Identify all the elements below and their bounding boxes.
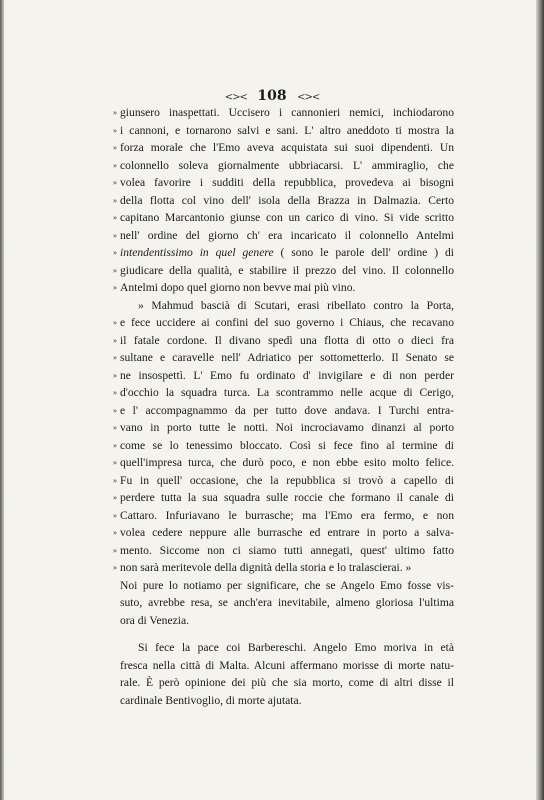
italic-phrase: intendentissimo in quel genere — [120, 246, 274, 259]
line-text: ne insospettì. L' Emo fu ordinato d' invigilare e di non perder — [120, 368, 454, 382]
line-text: mento. Siccome non ci siamo tutti annegati, quest' ultimo fatto — [120, 543, 454, 557]
text-line — [113, 454, 454, 472]
ornament-left-icon: <>< — [224, 92, 247, 103]
text-line — [113, 157, 454, 175]
body-text — [113, 104, 454, 709]
quote-mark: » — [113, 475, 117, 485]
line-text: forza morale che l'Emo aveva acquistata sui suoi dipendenti. Un — [120, 141, 454, 154]
quote-mark: » — [113, 353, 117, 362]
text-line — [113, 262, 454, 280]
line-text: come se lo tenessimo bloccato. Così si fece fino al termine di — [120, 438, 454, 452]
line-text: volea cedere neppure alle burrasche ed entrare in porto a salva- — [120, 526, 454, 539]
text-line — [113, 367, 454, 385]
line-text: Fu in quell' occasione, che la repubblica si trovò a capello di — [120, 473, 454, 487]
text-line — [120, 692, 454, 710]
text-line — [120, 612, 454, 630]
line-text: Noi pure lo notiamo per significare, che se Angelo Emo fosse vis- — [120, 578, 454, 592]
quote-mark: » — [113, 265, 117, 275]
text-line — [113, 122, 454, 140]
line-text: e l' accompagnammo da per tutto dove andava. I Turchi entra- — [120, 403, 454, 417]
page-number: 108 — [257, 88, 287, 104]
line-text: vano in porto tutte le notti. Noi incrociavamo dinanzi al porto — [120, 421, 454, 434]
text-line — [113, 332, 454, 350]
quote-mark: » — [113, 510, 117, 520]
quote-mark: » — [113, 125, 117, 135]
text-line — [120, 594, 454, 612]
quote-mark: » — [113, 493, 117, 502]
text-line — [113, 279, 454, 297]
text-line — [120, 297, 454, 315]
text-line — [113, 209, 454, 227]
quote-mark: » — [113, 318, 117, 327]
paragraph-gap — [120, 629, 454, 639]
page-right-edge-shadow — [536, 0, 544, 800]
line-text: d'occhio la squadra turca. La scontrammo nelle acque di Cerigo, — [120, 386, 454, 399]
line-text: ora di Venezia. — [120, 613, 189, 627]
page-left-edge-shadow — [0, 0, 4, 800]
quote-mark: » — [113, 388, 117, 397]
text-line — [113, 472, 454, 490]
line-text: suto, avrebbe resa, se anch'era inevitabile, almeno gloriosa l'ultima — [120, 596, 454, 609]
text-line — [113, 227, 454, 245]
quote-mark: » — [113, 195, 117, 205]
text-line — [113, 192, 454, 210]
line-text: » Mahmud bascià di Scutari, erasi ribellato contro la Porta, — [138, 298, 454, 312]
line-text: Antelmi dopo quel giorno non bevve mai più vino. — [120, 281, 356, 294]
quote-mark: » — [113, 423, 117, 432]
quote-mark: » — [113, 563, 117, 572]
line-text: ( sono le parole dell' ordine ) di — [273, 246, 454, 259]
line-text: volea favorire i sudditi della repubblica, provedeva ai bisogni — [120, 176, 454, 189]
text-line — [120, 657, 454, 675]
line-text: cardinale Bentivoglio, di morte ajutata. — [120, 693, 302, 707]
text-line — [113, 489, 454, 507]
quote-mark: » — [113, 528, 117, 537]
text-line — [113, 402, 454, 420]
line-text: il fatale cordone. Il divano spedì una flotta di otto o dieci fra — [120, 333, 454, 347]
text-line — [113, 419, 454, 437]
text-line — [113, 524, 454, 542]
ornament-right-icon: <>< — [297, 92, 320, 103]
line-text: Si fece la pace coi Barbereschi. Angelo Emo moriva in età — [138, 641, 454, 654]
text-line — [113, 174, 454, 192]
text-line — [113, 559, 454, 577]
text-line — [113, 104, 454, 122]
line-text: e fece uccidere ai confini del suo governo i Chiaus, che recavano — [120, 316, 454, 329]
quote-mark: » — [113, 160, 117, 170]
line-text: nell' ordine del giorno ch' era incaricato il colonnello Antelmi — [120, 228, 454, 242]
line-text: i cannoni, e tornarono salvi e sani. L' altro aneddoto ti mostra la — [120, 123, 454, 137]
quote-mark: » — [113, 458, 117, 467]
text-line — [113, 244, 454, 262]
quote-mark: » — [113, 283, 117, 292]
quote-mark: » — [113, 230, 117, 240]
quote-mark: » — [113, 178, 117, 187]
line-text: Cattaro. Infuriavano le burrasche; ma l'Emo era fermo, e non — [120, 508, 454, 522]
text-line — [113, 139, 454, 157]
line-text: non sarà meritevole della dignità della storia e lo tralascierai. » — [120, 561, 412, 574]
text-line — [120, 577, 454, 595]
quote-mark: » — [113, 213, 117, 222]
line-text: rale. È però opinione dei più che sia morto, come di altri disse il — [120, 676, 454, 689]
text-line — [113, 542, 454, 560]
line-text: colonnello soleva giornalmente ubbriacarsi. L' ammiraglio, che — [120, 158, 454, 172]
text-line — [113, 437, 454, 455]
line-text: giunsero inaspettati. Uccisero i cannonieri nemici, inchiodarono — [120, 106, 454, 119]
quote-mark: » — [113, 545, 117, 555]
text-line — [113, 384, 454, 402]
text-line — [120, 639, 454, 657]
line-text: capitano Marcantonio giunse con un carico di vino. Si vide scritto — [120, 211, 454, 224]
line-text: perdere tutta la sua squadra sulle roccie che formano il canale di — [120, 491, 454, 504]
quote-mark: » — [113, 370, 117, 380]
line-text: della flotta col vino dell' isola della Brazza in Dalmazia. Certo — [120, 193, 454, 207]
line-text: quell'impresa turca, che durò poco, e non ebbe esito molto felice. — [120, 456, 454, 469]
line-text: fresca nella città di Malta. Alcuni affermano morisse di morte natu- — [120, 658, 454, 672]
quote-mark: » — [113, 248, 117, 257]
line-text: sultane e caravelle nell' Adriatico per sottometterlo. Il Senato se — [120, 351, 454, 364]
line-text: giudicare della qualità, e stabilire il prezzo del vino. Il colonnello — [120, 263, 454, 277]
quote-mark: » — [113, 143, 117, 152]
text-line — [113, 507, 454, 525]
quote-mark: » — [113, 440, 117, 450]
quote-mark: » — [113, 405, 117, 415]
page-header — [0, 88, 544, 104]
quote-mark: » — [113, 335, 117, 345]
text-line — [113, 314, 454, 332]
text-line — [113, 349, 454, 367]
text-line — [120, 674, 454, 692]
quote-mark: » — [113, 108, 117, 117]
